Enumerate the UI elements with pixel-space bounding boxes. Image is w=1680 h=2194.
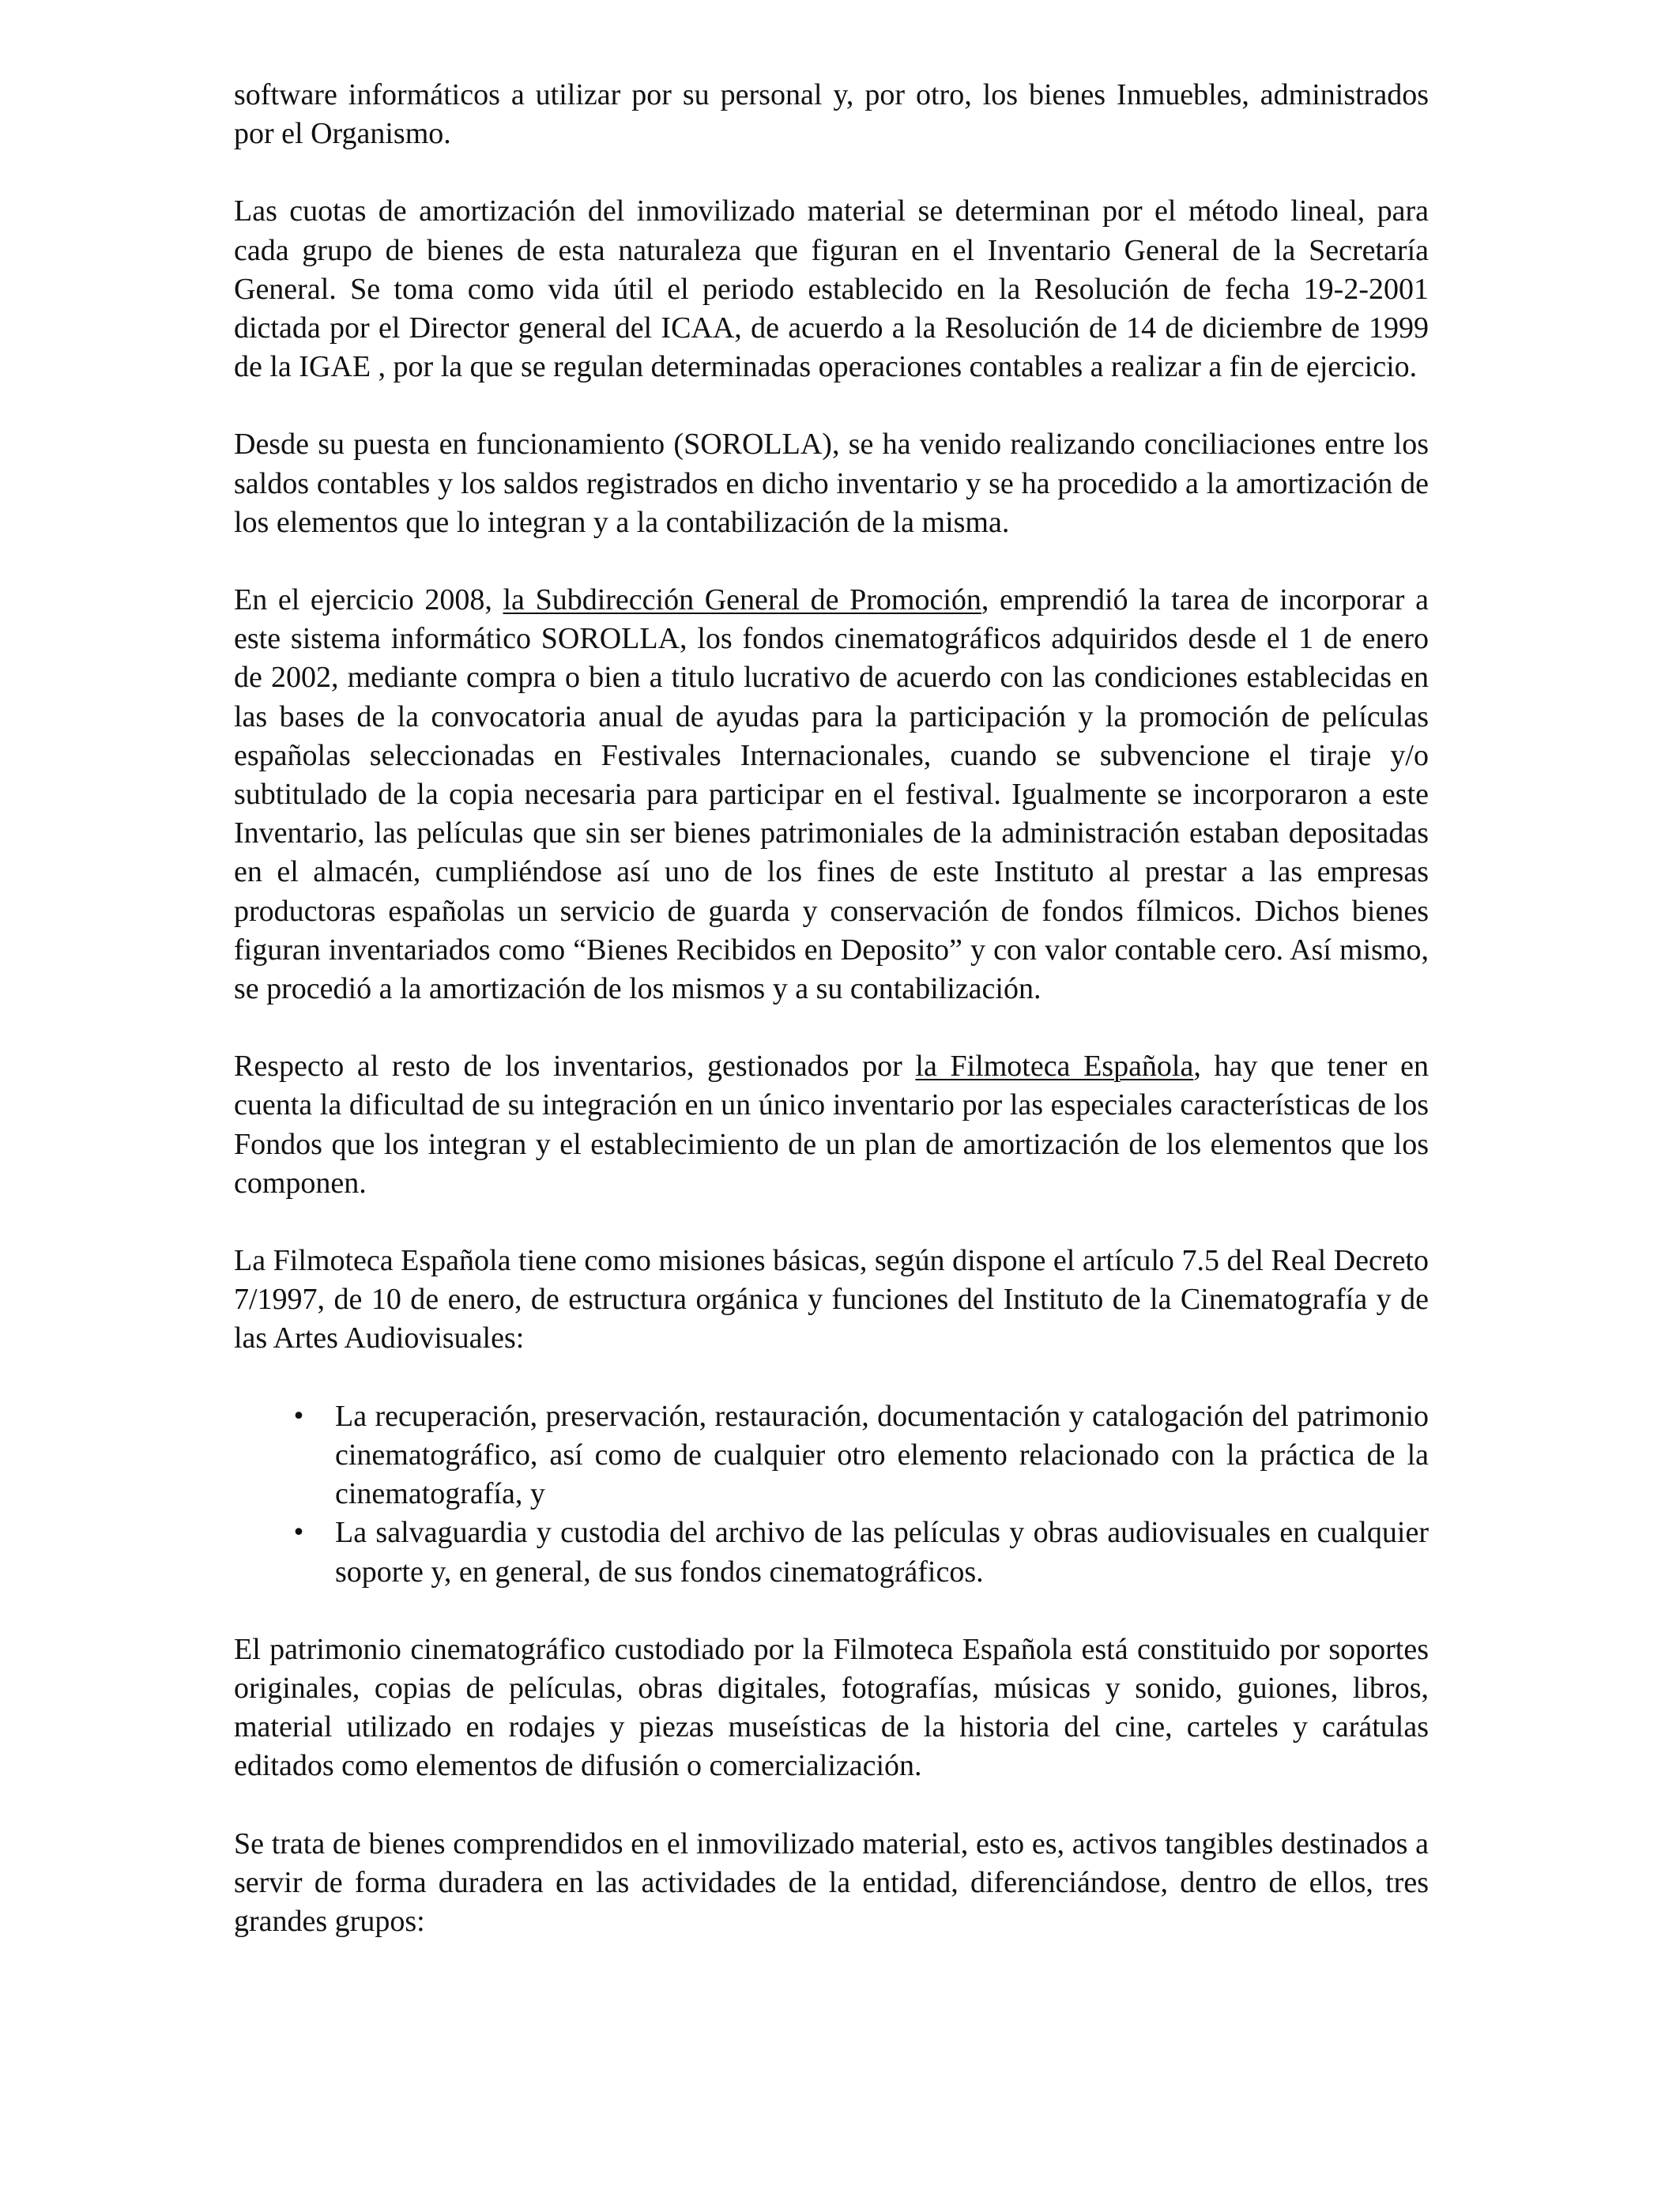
paragraph-resto-inventarios-rest: , hay que tener en cuenta la dificultad de su integración en un único inventario por las especiales características de los Fondos que los integran y el establecimiento de un plan de amortización de los elementos que los componen. xyxy=(234,1050,1430,1200)
paragraph-patrimonio-cinematografico: El patrimonio cinematográfico custodiado por la Filmoteca Española está constituido por soportes originales, copias de películas, obras digitales, fotografías, músicas y sonido, guiones, libros, material utilizado en rodajes y piezas museísticas de la historia del cine, carteles y carátulas editados como elementos de difusión o comercialización. xyxy=(234,1632,1429,1783)
bullet-dot-icon: • xyxy=(292,1519,306,1547)
misiones-bullet-list xyxy=(234,1397,1429,1592)
bullet-item-recuperacion xyxy=(234,1397,1429,1514)
paragraph-sorolla-conciliaciones: Desde su puesta en funcionamiento (SOROLLA), se ha venido realizando conciliaciones entre los saldos contables y los saldos registrados en dicho inventario y se ha procedido a la amortización de los elementos que lo integran y a la contabilización de la misma. xyxy=(234,428,1429,539)
subdireccion-promocion-underlined: la Subdirección General de Promoción xyxy=(503,583,981,617)
bullet-dot-icon: • xyxy=(292,1402,306,1431)
paragraph-resto-inventarios-start: Respecto al resto de los inventarios, gestionados por xyxy=(234,1050,916,1084)
paragraph-cuotas-amortizacion: Las cuotas de amortización del inmovilizado material se determinan por el método lineal, para cada grupo de bienes de esta naturaleza que figuran en el Inventario General de la Secretaría General. Se toma como vida útil el periodo establecido en la Resolución de fecha 19-2-2001 dictada por el Director general del ICAA, de acuerdo a la Resolución de 14 de diciembre de 1999 de la IGAE , por la que se regulan determinadas operaciones contables a realizar a fin de ejercicio. xyxy=(234,194,1429,384)
paragraph-software-inmuebles: software informáticos a utilizar por su personal y, por otro, los bienes Inmuebles, administrados por el Organismo. xyxy=(234,78,1429,151)
bullet-text-salvaguardia: La salvaguardia y custodia del archivo de las películas y obras audiovisuales en cualquier soporte y, en general, de sus fondos cinematográficos. xyxy=(335,1516,1429,1589)
paragraph-inmovilizado-material: Se trata de bienes comprendidos en el inmovilizado material, esto es, activos tangibles destinados a servir de forma duradera en las actividades de la entidad, diferenciándose, dentro de ellos, tres grandes grupos: xyxy=(234,1826,1429,1938)
filmoteca-espanola-underlined: la Filmoteca Española xyxy=(915,1050,1194,1084)
paragraph-misiones-basicas: La Filmoteca Española tiene como misiones básicas, según dispone el artículo 7.5 del Real Decreto 7/1997, de 10 de enero, de estructura orgánica y funciones del Instituto de la Cinematografía y de las Artes Audiovisuales: xyxy=(234,1244,1429,1355)
paragraph-resto-inventarios xyxy=(234,1047,1429,1203)
bullet-text-recuperacion: La recuperación, preservación, restauración, documentación y catalogación del patrimonio cinematográfico, así como de cualquier otro elemento relacionado con la práctica de la cinematografía, y xyxy=(335,1399,1429,1511)
bullet-item-salvaguardia xyxy=(234,1514,1429,1591)
paragraph-ejercicio-2008 xyxy=(234,581,1429,1008)
document-body xyxy=(234,76,1429,1980)
paragraph-ejercicio-2008-rest: , emprendió la tarea de incorporar a este sistema informático SOROLLA, los fondos cinematográficos adquiridos desde el 1 de enero de 2002, mediante compra o bien a titulo lucrativo de acuerdo con las condiciones establecidas en las bases de la convocatoria anual de ayudas para la participación y la promoción de películas españolas seleccionadas en Festivales Internacionales, cuando se subvencione el tiraje y/o subtitulado de la copia necesaria para participar en el festival. Igualmente se incorporaron a este Inventario, las películas que sin ser bienes patrimoniales de la administración estaban depositadas en el almacén, cumpliéndose así uno de los fines de este Instituto al prestar a las empresas productoras españolas un servicio de guarda y conservación de fondos fílmicos. Dichos bienes figuran inventariados como “Bienes Recibidos en Deposito” y con valor contable cero. Así mismo, se procedió a la amortización de los mismos y a su contabilización. xyxy=(234,583,1429,1006)
paragraph-ejercicio-2008-start: En el ejercicio 2008, xyxy=(234,583,503,617)
